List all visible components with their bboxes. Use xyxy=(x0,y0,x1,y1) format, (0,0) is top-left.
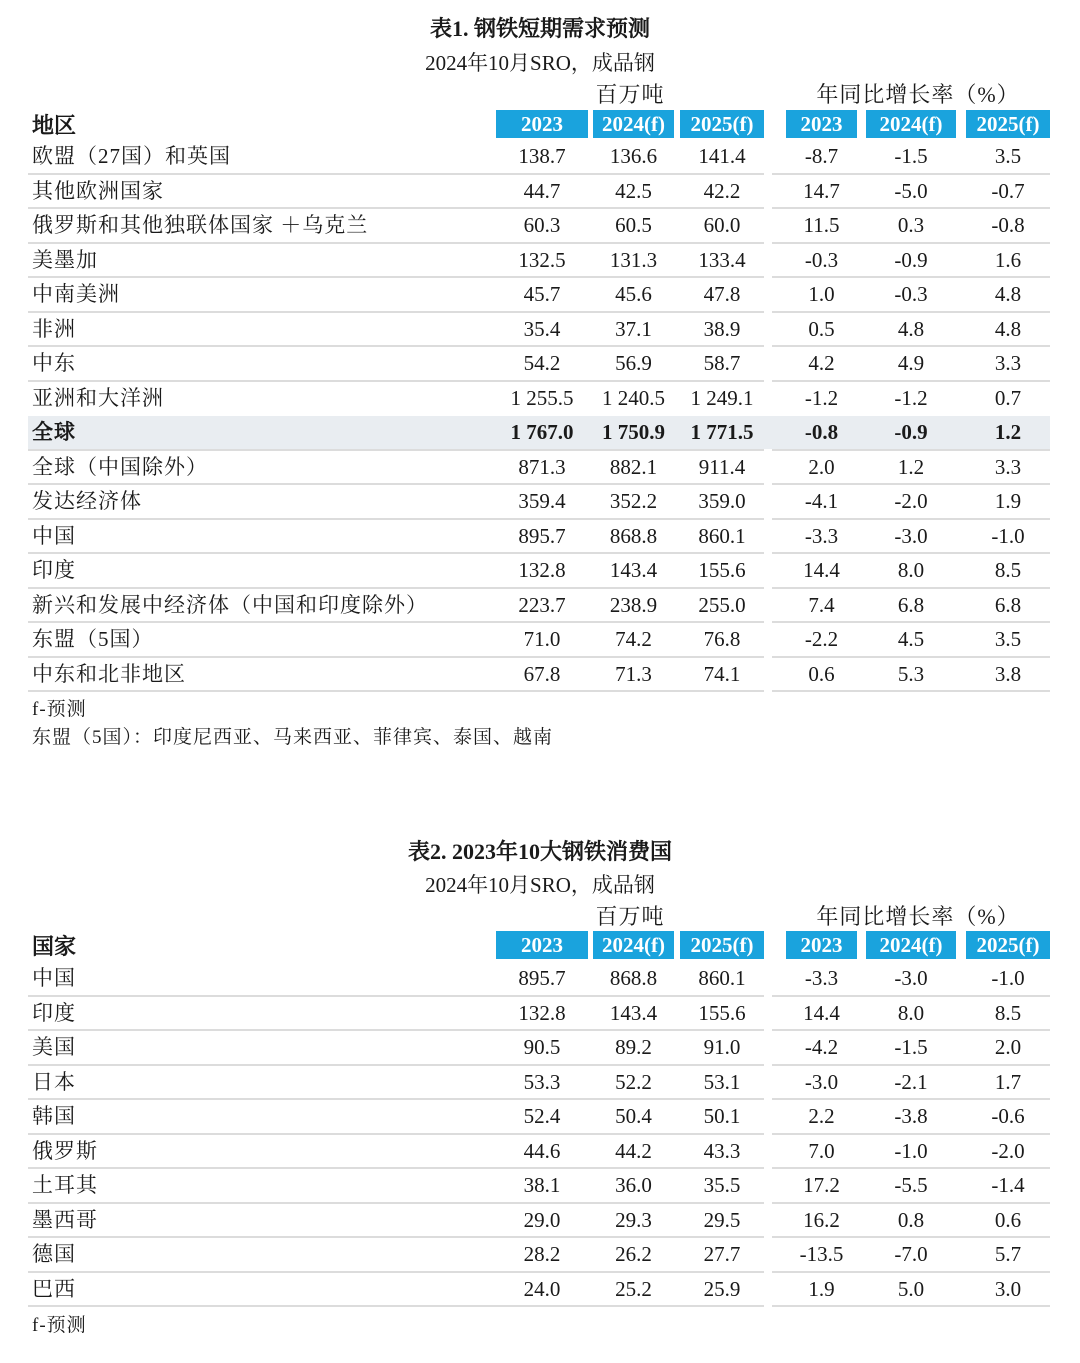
table-cell: -3.0 xyxy=(894,523,928,548)
table-cell: 8.5 xyxy=(994,558,1022,582)
table-cell: 29.3 xyxy=(615,1207,652,1232)
table-cell: 7.0 xyxy=(808,1138,835,1163)
table-row xyxy=(0,962,1080,997)
table-cell: 871.3 xyxy=(518,454,566,479)
table-cell: 6.8 xyxy=(897,592,925,617)
table-cell: 17.2 xyxy=(803,1173,840,1197)
table-cell: 52.4 xyxy=(523,1104,561,1128)
table2-title: 表2. 2023年10大钢铁消费国 xyxy=(407,839,672,864)
table-row xyxy=(0,416,1080,451)
table-cell: -0.7 xyxy=(991,178,1025,203)
table2-note-forecast: f-预测 xyxy=(32,1315,87,1336)
table-cell: 1.6 xyxy=(994,247,1022,272)
table2-group-right: 年同比增长率（%） xyxy=(816,904,1020,929)
table-row xyxy=(0,140,1080,175)
table-row xyxy=(0,485,1080,520)
row-label: 中南美洲 xyxy=(32,282,120,306)
table-cell: 1.9 xyxy=(808,1276,835,1301)
table-cell: 53.1 xyxy=(703,1069,741,1094)
table-cell: -8.7 xyxy=(804,144,839,168)
table-row xyxy=(0,1066,1080,1101)
table-row xyxy=(0,554,1080,589)
table-cell: 35.4 xyxy=(523,316,561,341)
table-cell: 141.4 xyxy=(698,144,746,168)
table-cell: 60.0 xyxy=(703,213,741,237)
row-label: 其他欧洲国家 xyxy=(32,178,164,203)
table1-note-forecast: f-预测 xyxy=(32,699,87,720)
table1-col-header: 2025(f) xyxy=(680,110,764,138)
table-row xyxy=(0,209,1080,244)
row-label: 土耳其 xyxy=(32,1173,98,1197)
table-row xyxy=(0,382,1080,417)
table-cell: 60.3 xyxy=(523,213,561,237)
table-cell: -0.9 xyxy=(894,247,928,272)
table-cell: 8.5 xyxy=(994,1000,1022,1025)
table2-col-header: 2024(f) xyxy=(866,931,956,959)
table1-row-header: 地区 xyxy=(32,113,77,138)
row-label: 发达经济体 xyxy=(32,489,142,513)
row-label: 东盟（5国） xyxy=(32,627,154,651)
table-cell: 2.2 xyxy=(808,1104,835,1128)
table-cell: 26.2 xyxy=(615,1242,652,1266)
table-cell: 3.5 xyxy=(994,627,1022,651)
table2-col-header: 2023 xyxy=(496,931,588,959)
table-cell: -2.1 xyxy=(894,1069,928,1094)
table-cell: 47.8 xyxy=(703,282,741,306)
table-cell: 44.7 xyxy=(523,178,561,203)
table-row xyxy=(0,278,1080,313)
row-label: 韩国 xyxy=(32,1104,76,1128)
table-cell: 255.0 xyxy=(698,592,746,617)
table-cell: -1.2 xyxy=(804,385,839,410)
table-cell: -2.0 xyxy=(991,1138,1025,1163)
table-cell: 5.3 xyxy=(897,661,925,686)
table-cell: -1.4 xyxy=(991,1173,1025,1197)
table-cell: 4.2 xyxy=(808,351,835,375)
row-label: 中国 xyxy=(32,966,76,990)
table2-subtitle: 2024年10月SRO，成品钢 xyxy=(425,873,655,897)
table-cell: 89.2 xyxy=(615,1035,652,1059)
table-row xyxy=(0,244,1080,279)
table-cell: 44.2 xyxy=(615,1138,652,1163)
table-cell: -3.3 xyxy=(804,523,839,548)
table-cell: 45.7 xyxy=(523,282,561,306)
table-row xyxy=(0,520,1080,555)
table-cell: 0.3 xyxy=(897,213,925,237)
table-cell: 74.1 xyxy=(703,661,741,686)
row-divider xyxy=(28,690,764,692)
table-cell: 29.0 xyxy=(523,1207,561,1232)
table-cell: 38.9 xyxy=(703,316,741,341)
row-label: 墨西哥 xyxy=(32,1207,98,1232)
table-cell: 895.7 xyxy=(518,966,566,990)
row-label: 印度 xyxy=(32,1000,76,1025)
table-cell: 1.7 xyxy=(994,1069,1022,1094)
table-cell: 0.8 xyxy=(897,1207,925,1232)
table1-col-header: 2023 xyxy=(496,110,588,138)
table-cell: -13.5 xyxy=(799,1242,844,1266)
table-cell: 911.4 xyxy=(698,454,746,479)
table-row xyxy=(0,347,1080,382)
table2-row-header: 国家 xyxy=(32,934,77,959)
table-cell: 76.8 xyxy=(703,627,741,651)
table-cell: 8.0 xyxy=(897,558,925,582)
table-row xyxy=(0,1031,1080,1066)
table-cell: -0.3 xyxy=(894,282,928,306)
table-cell: 3.3 xyxy=(994,454,1022,479)
table-cell: 1 750.9 xyxy=(602,420,665,444)
table-row xyxy=(0,1204,1080,1239)
table-cell: -0.8 xyxy=(804,420,839,444)
table-cell: 5.7 xyxy=(994,1242,1022,1266)
row-label: 中东和北非地区 xyxy=(32,661,186,686)
row-divider xyxy=(772,690,1050,692)
row-label: 中东 xyxy=(32,351,76,375)
table-cell: 50.1 xyxy=(703,1104,741,1128)
table-cell: 38.1 xyxy=(523,1173,561,1197)
table-cell: 58.7 xyxy=(703,351,741,375)
table-cell: 71.0 xyxy=(523,627,561,651)
table-cell: 133.4 xyxy=(698,247,746,272)
table2-col-header: 2025(f) xyxy=(966,931,1050,959)
table1-col-header: 2025(f) xyxy=(966,110,1050,138)
table-cell: 14.4 xyxy=(803,1000,840,1025)
row-label: 日本 xyxy=(32,1069,76,1094)
table-cell: -0.9 xyxy=(894,420,928,444)
table-cell: 860.1 xyxy=(698,966,746,990)
table-cell: 67.8 xyxy=(523,661,561,686)
row-label: 俄罗斯 xyxy=(32,1138,98,1163)
row-label: 亚洲和大洋洲 xyxy=(32,385,164,410)
table1-col-header: 2024(f) xyxy=(866,110,956,138)
table-cell: 1 240.5 xyxy=(602,385,665,410)
table-cell: 143.4 xyxy=(609,1000,658,1025)
row-label: 中国 xyxy=(32,523,76,548)
table-cell: 42.5 xyxy=(615,178,652,203)
table-cell: 223.7 xyxy=(518,592,566,617)
table-cell: 50.4 xyxy=(615,1104,652,1128)
row-divider xyxy=(772,1305,1050,1307)
table-cell: 7.4 xyxy=(808,592,835,617)
table-cell: 36.0 xyxy=(615,1173,652,1197)
table1-col-header: 2023 xyxy=(786,110,857,138)
table-row xyxy=(0,658,1080,693)
row-label: 全球 xyxy=(32,420,76,444)
table-cell: 16.2 xyxy=(803,1207,840,1232)
row-label: 美国 xyxy=(32,1035,76,1059)
table-cell: 4.8 xyxy=(994,282,1022,306)
table-cell: 136.6 xyxy=(609,144,658,168)
row-divider xyxy=(28,1305,764,1307)
table-row xyxy=(0,623,1080,658)
row-label: 美墨加 xyxy=(32,247,98,272)
table-cell: 74.2 xyxy=(615,627,652,651)
row-label: 巴西 xyxy=(32,1276,76,1301)
table-cell: 860.1 xyxy=(698,523,746,548)
table-cell: -1.2 xyxy=(894,385,928,410)
table-cell: 1.2 xyxy=(994,420,1022,444)
table-cell: 1 767.0 xyxy=(510,420,574,444)
table-row xyxy=(0,1273,1080,1308)
table-cell: 52.2 xyxy=(615,1069,652,1094)
table-cell: 4.5 xyxy=(897,627,925,651)
table-cell: 1 249.1 xyxy=(690,385,754,410)
table-cell: -1.5 xyxy=(894,144,928,168)
table-cell: 35.5 xyxy=(703,1173,741,1197)
table1-note-asean: 东盟（5国）：印度尼西亚、马来西亚、菲律宾、泰国、越南 xyxy=(32,727,554,748)
table-cell: 44.6 xyxy=(523,1138,561,1163)
table-cell: -4.1 xyxy=(804,489,839,513)
table-cell: 25.2 xyxy=(615,1276,652,1301)
table-row xyxy=(0,1135,1080,1170)
table-cell: 71.3 xyxy=(615,661,652,686)
table-cell: -1.0 xyxy=(894,1138,928,1163)
table-cell: 895.7 xyxy=(518,523,566,548)
table-cell: 1.2 xyxy=(897,454,925,479)
table-cell: 91.0 xyxy=(703,1035,741,1059)
table-cell: -3.0 xyxy=(894,966,928,990)
table-cell: 1 255.5 xyxy=(510,385,574,410)
table-cell: -0.8 xyxy=(991,213,1025,237)
table-cell: 0.6 xyxy=(994,1207,1022,1232)
table-cell: 53.3 xyxy=(523,1069,561,1094)
table-cell: -3.8 xyxy=(894,1104,928,1128)
table2-col-header: 2024(f) xyxy=(593,931,674,959)
table2-col-header: 2023 xyxy=(786,931,857,959)
table-cell: -0.3 xyxy=(804,247,839,272)
table-row xyxy=(0,175,1080,210)
row-label: 俄罗斯和其他独联体国家 ＋乌克兰 xyxy=(32,213,369,237)
table-cell: 238.9 xyxy=(609,592,658,617)
table1-subtitle: 2024年10月SRO，成品钢 xyxy=(425,51,655,75)
table-cell: 28.2 xyxy=(523,1242,561,1266)
table-cell: 4.8 xyxy=(994,316,1022,341)
table-row xyxy=(0,451,1080,486)
table-cell: 43.3 xyxy=(703,1138,741,1163)
table-row xyxy=(0,1100,1080,1135)
table-cell: 24.0 xyxy=(523,1276,561,1301)
table-cell: 155.6 xyxy=(698,1000,746,1025)
table-cell: 882.1 xyxy=(609,454,658,479)
table-cell: 4.9 xyxy=(897,351,925,375)
table-cell: 37.1 xyxy=(615,316,652,341)
table-cell: 143.4 xyxy=(609,558,658,582)
table-cell: 8.0 xyxy=(897,1000,925,1025)
table-cell: 3.0 xyxy=(994,1276,1022,1301)
row-label: 印度 xyxy=(32,558,76,582)
table-cell: 359.0 xyxy=(698,489,746,513)
table-cell: 14.4 xyxy=(803,558,840,582)
table-cell: 1.9 xyxy=(994,489,1022,513)
table-cell: 2.0 xyxy=(808,454,835,479)
table-cell: 0.7 xyxy=(994,385,1022,410)
table-cell: -4.2 xyxy=(804,1035,839,1059)
table-cell: -1.0 xyxy=(991,966,1025,990)
table-cell: 132.5 xyxy=(518,247,566,272)
table-cell: 14.7 xyxy=(803,178,840,203)
table-cell: 5.0 xyxy=(897,1276,925,1301)
table-cell: -0.6 xyxy=(991,1104,1025,1128)
table-cell: 3.8 xyxy=(994,661,1022,686)
table-cell: 6.8 xyxy=(994,592,1022,617)
table-cell: 0.6 xyxy=(808,661,835,686)
table-cell: 3.5 xyxy=(994,144,1022,168)
table-cell: 868.8 xyxy=(609,966,658,990)
table-cell: 138.7 xyxy=(518,144,566,168)
table-cell: 3.3 xyxy=(994,351,1022,375)
table-cell: 25.9 xyxy=(703,1276,741,1301)
table-cell: 132.8 xyxy=(518,1000,566,1025)
table-cell: 4.8 xyxy=(897,316,925,341)
table-cell: 1 771.5 xyxy=(690,420,754,444)
table-cell: 54.2 xyxy=(523,351,561,375)
table-row xyxy=(0,997,1080,1032)
table-cell: -5.0 xyxy=(894,178,928,203)
table-cell: 90.5 xyxy=(523,1035,561,1059)
table-cell: 132.8 xyxy=(518,558,566,582)
table-cell: -1.5 xyxy=(894,1035,928,1059)
table-row xyxy=(0,1238,1080,1273)
table-cell: 11.5 xyxy=(803,213,840,237)
table-cell: -1.0 xyxy=(991,523,1025,548)
table-cell: 868.8 xyxy=(609,523,658,548)
table-cell: -3.3 xyxy=(804,966,839,990)
table-cell: -5.5 xyxy=(894,1173,928,1197)
table-cell: 42.2 xyxy=(703,178,741,203)
row-label: 欧盟（27国）和英国 xyxy=(32,144,231,168)
table1-group-right: 年同比增长率（%） xyxy=(816,82,1020,107)
table2-group-left: 百万吨 xyxy=(595,904,665,929)
table-row xyxy=(0,589,1080,624)
table-row xyxy=(0,1169,1080,1204)
table-cell: 131.3 xyxy=(609,247,658,272)
table1-col-header: 2024(f) xyxy=(593,110,674,138)
table-cell: 1.0 xyxy=(808,282,835,306)
row-label: 新兴和发展中经济体（中国和印度除外） xyxy=(32,592,428,617)
table-cell: 60.5 xyxy=(615,213,652,237)
table-cell: 155.6 xyxy=(698,558,746,582)
table-cell: -3.0 xyxy=(804,1069,839,1094)
table-cell: 27.7 xyxy=(703,1242,741,1266)
table-cell: -2.0 xyxy=(894,489,928,513)
row-label: 全球（中国除外） xyxy=(32,454,208,479)
table-row xyxy=(0,313,1080,348)
table-cell: 352.2 xyxy=(609,489,658,513)
row-label: 非洲 xyxy=(32,316,76,341)
table1-group-left: 百万吨 xyxy=(595,82,665,107)
table-cell: 45.6 xyxy=(615,282,652,306)
table-cell: 29.5 xyxy=(703,1207,741,1232)
row-label: 德国 xyxy=(32,1242,76,1266)
table-cell: -7.0 xyxy=(894,1242,928,1266)
table2-col-header: 2025(f) xyxy=(680,931,764,959)
table-cell: 56.9 xyxy=(615,351,652,375)
table-cell: 0.5 xyxy=(808,316,835,341)
table-cell: 359.4 xyxy=(518,489,566,513)
table-cell: -2.2 xyxy=(804,627,839,651)
table-cell: 2.0 xyxy=(994,1035,1022,1059)
table1-title: 表1. 钢铁短期需求预测 xyxy=(429,16,650,41)
